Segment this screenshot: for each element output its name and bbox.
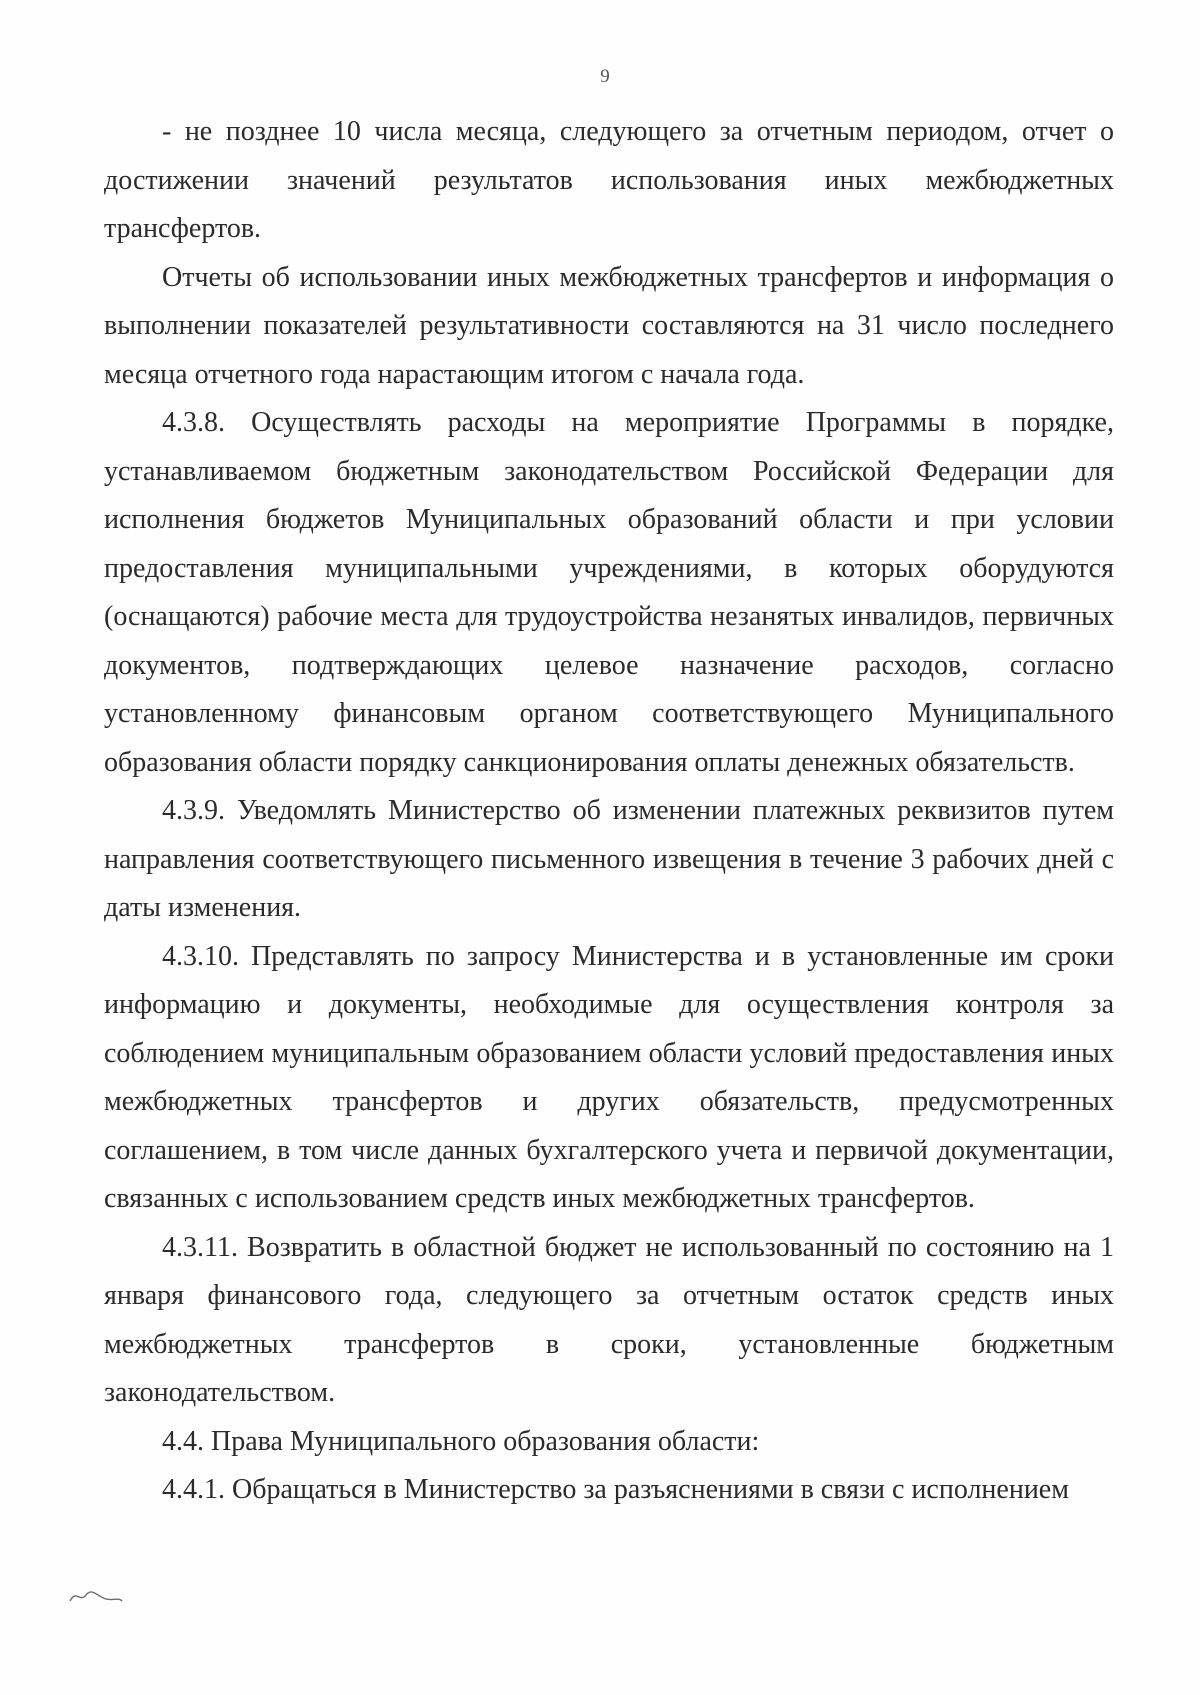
paragraph-4-3-8: 4.3.8. Осуществлять расходы на мероприятие Программы в порядке, устанавливаемом бюджетным законодательством Российской Федерации для исполнения бюджетов Муниципальных образований области и при условии предоставления муниципальными учреждениями, в которых оборудуются (оснащаются) рабочие места для трудоустройства незанятых инвалидов, первичных документов, подтверждающих целевое назначение расходов, согласно установленному финансовым органом соответствующего Муниципального образования области порядку санкционирования оплаты денежных обязательств.: [104, 407, 1114, 778]
paragraph-4-3-11: 4.3.11. Возвратить в областной бюджет не использованный по состоянию на 1 января финансового года, следующего за отчетным остаток средств иных межбюджетных трансфертов в сроки, установленные бюджетным законодательством.: [104, 1231, 1114, 1408]
paragraph-report-deadline: - не позднее 10 числа месяца, следующего за отчетным периодом, отчет о достижении значений результатов использования иных межбюджетных трансфертов.: [104, 116, 1114, 244]
paragraph-4-3-9: 4.3.9. Уведомлять Министерство об изменении платежных реквизитов путем направления соответствующего письменного извещения в течение 3 рабочих дней с даты изменения.: [104, 795, 1114, 923]
paragraph-4-4-1: 4.4.1. Обращаться в Министерство за разъяснениями в связи с исполнением: [162, 1474, 1069, 1505]
initials-mark-icon: [66, 1585, 126, 1607]
document-body: [104, 108, 1114, 1515]
paragraph-4-3-10: 4.3.10. Представлять по запросу Министерства и в установленные им сроки информацию и документы, необходимые для осуществления контроля за соблюдением муниципальным образованием области условий предоставления иных межбюджетных трансфертов и других обязательств, предусмотренных соглашением, в том числе данных бухгалтерского учета и первичой документации, связанных с использованием средств иных межбюджетных трансфертов.: [104, 940, 1114, 1214]
paragraph-4-4: 4.4. Права Муниципального образования области:: [162, 1425, 760, 1457]
paragraph-reports-info: Отчеты об использовании иных межбюджетных трансфертов и информация о выполнении показателей результативности составляются на 31 число последнего месяца отчетного года нарастающим итогом с начала года.: [104, 261, 1114, 390]
page-number: 9: [600, 66, 610, 87]
